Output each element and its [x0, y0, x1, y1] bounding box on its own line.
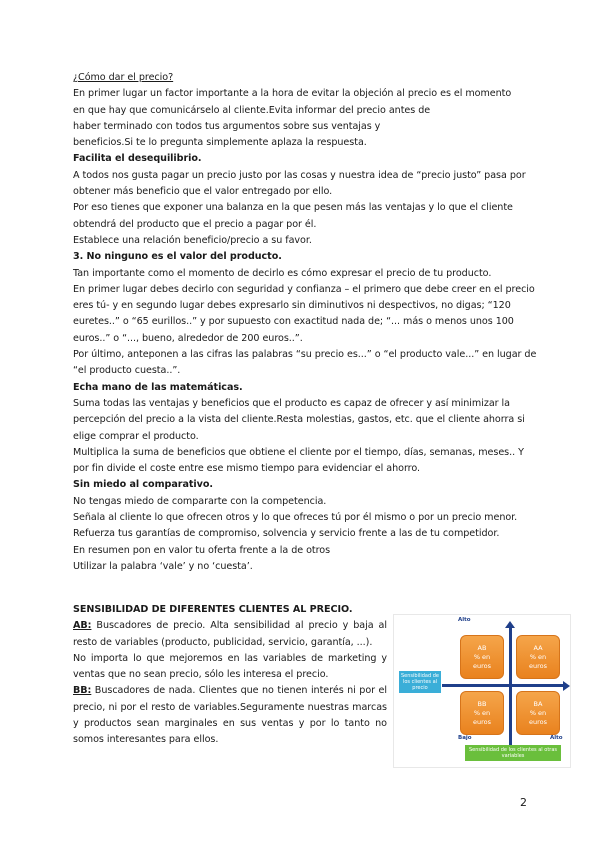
sensibilidad-otras-variables-box: Sensibilidad de los clientes al otras variables [465, 745, 561, 761]
paragraph-line: A todos nos gusta pagar un precio justo por las cosas y nuestra idea de “precio justo” pasa por [73, 169, 526, 181]
sensibilidad-precio-box: Sensibilidad de los clientes al precio [400, 673, 439, 691]
sensibilidad-heading: SENSIBILIDAD DE DIFERENTES CLIENTES AL PRECIO. [73, 604, 353, 615]
paragraph-line: Por eso tienes que exponer una balanza en la que pesen más las ventajas y lo que el cliente [73, 202, 513, 214]
paragraph-line: Utilizar la palabra ‘vale’ y no ‘cuesta’. [73, 560, 253, 572]
bb-paragraph [73, 683, 387, 748]
bb-text: Buscadores de nada. Clientes que no tienen interés ni por el precio, ni por el resto de variables.Seguramente nuestras marcas y productos sean marginales en sus ventas y por lo tanto no somos interesantes para ellos. [73, 685, 387, 746]
paragraph-line: euros..” o “..., bueno, alrededor de 200 euros..”. [73, 332, 303, 344]
quadrant-line: euros [472, 662, 491, 670]
quadrant-line: % en [529, 709, 547, 717]
paragraph-line: Por último, anteponen a las cifras las palabras “su precio es...” o “el producto vale...” en lugar de [73, 349, 537, 361]
quadrant-code: AA [533, 644, 543, 652]
section-heading-valor-producto: 3. No ninguno es el valor del producto. [73, 251, 282, 263]
paragraph-line: En primer lugar debes decirlo con seguridad y confianza – el primero que debe creer en el precio [73, 283, 535, 295]
axis-label-alto-right: Alto [550, 735, 563, 741]
quadrant-line: euros [528, 718, 547, 726]
paragraph-line: elige comprar el producto. [73, 430, 199, 442]
quadrant-code: AB [477, 644, 487, 652]
ab-text: Buscadores de precio. Alta sensibilidad al precio y baja al resto de variables (producto, publicidad, servicio, garantía, ...). [73, 620, 387, 648]
quadrant-bb [460, 691, 504, 735]
sensibilidad-section [73, 602, 387, 749]
axis-label-bajo: Bajo [458, 735, 472, 741]
paragraph-line: eres tú- y en segundo lugar debes expresarlo sin diminutivos ni despectivos, no digas; “120 [73, 300, 511, 312]
quadrant-line: % en [473, 709, 491, 717]
axis-label-alto-top: Alto [458, 617, 471, 623]
ab-paragraph [73, 618, 387, 651]
paragraph-line: Multiplica la suma de beneficios que obtiene el cliente por el tiempo, días, semanas, meses.. Y [73, 446, 524, 458]
sensitivity-matrix-diagram [393, 614, 571, 768]
section-heading-desequilibrio: Facilita el desequilibrio. [73, 153, 202, 165]
paragraph-line: beneficios.Si te lo pregunta simplemente aplaza la respuesta. [73, 137, 367, 149]
quadrant-ba [516, 691, 560, 735]
quadrant-line: % en [529, 653, 547, 661]
paragraph-line: No tengas miedo de compararte con la competencia. [73, 495, 327, 507]
paragraph-line: haber terminado con todos tus argumentos sobre sus ventajas y [73, 120, 381, 132]
paragraph-line: por fin divide el coste entre ese mismo tiempo para evidenciar el ahorro. [73, 463, 421, 475]
paragraph-line: Tan importante como el momento de decirlo es cómo expresar el precio de tu producto. [73, 267, 492, 279]
paragraph-line: obtener más beneficio que el valor entregado por ello. [73, 186, 333, 198]
section-heading-como-dar-precio: ¿Cómo dar el precio? [73, 72, 174, 83]
section-heading-comparativo: Sin miedo al comparativo. [73, 479, 213, 491]
paragraph-line: Refuerza tus garantías de compromiso, solvencia y servicio frente a las de tu competidor. [73, 528, 500, 540]
document-body [73, 70, 537, 575]
quadrant-aa [516, 635, 560, 679]
arrow-right-icon [563, 681, 570, 691]
arrow-up-icon [505, 621, 515, 628]
paragraph-line: percepción del precio a la vista del cliente.Resta molestias, gastos, etc. que el cliente ahorra si [73, 414, 525, 426]
paragraph-line: en que hay que comunicárselo al cliente.Evita informar del precio antes de [73, 104, 431, 116]
paragraph-line: Establece una relación beneficio/precio a su favor. [73, 234, 312, 246]
paragraph-line: Señala al cliente lo que ofrecen otros y lo que ofreces tú por él mismo o por un precio menor. [73, 512, 518, 524]
page-number: 2 [520, 796, 527, 809]
horizontal-axis [442, 684, 564, 687]
bb-label: BB: [73, 685, 92, 697]
section-heading-matematicas: Echa mano de las matemáticas. [73, 381, 243, 393]
paragraph-line: euretes..” o “65 eurillos..” y por supuesto con exactitud nada de; “... más o menos unos 100 [73, 316, 514, 328]
quadrant-ab [460, 635, 504, 679]
quadrant-line: euros [528, 662, 547, 670]
quadrant-code: BA [533, 700, 543, 708]
ab-paragraph-2: No importa lo que mejoremos en las variables de marketing y ventas que no sean precio, sólo les interesa el precio. [73, 652, 387, 681]
quadrant-line: euros [472, 718, 491, 726]
paragraph-line: Suma todas las ventajas y beneficios que el producto es capaz de ofrecer y así minimizar la [73, 397, 510, 409]
paragraph-line: En resumen pon en valor tu oferta frente a la de otros [73, 544, 331, 556]
paragraph-line: obtendrá del producto que el precio a pagar por él. [73, 218, 317, 230]
quadrant-line: % en [473, 653, 491, 661]
ab-label: AB: [73, 620, 92, 632]
quadrant-code: BB [477, 700, 487, 708]
paragraph-line: En primer lugar un factor importante a la hora de evitar la objeción al precio es el momento [73, 88, 512, 100]
paragraph-line: “el producto cuesta..”. [73, 365, 181, 377]
